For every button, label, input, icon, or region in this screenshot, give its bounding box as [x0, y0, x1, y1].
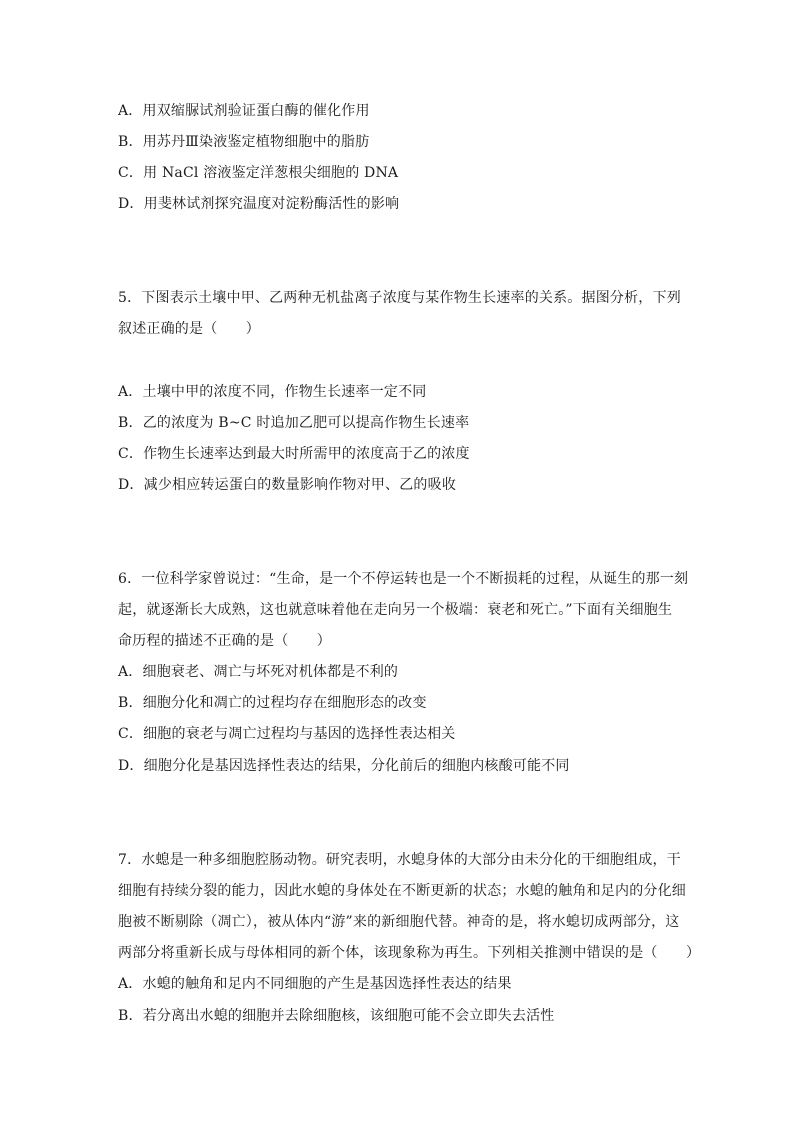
q6-option-a: A．细胞衰老、凋亡与坏死对机体都是不利的: [118, 664, 399, 680]
q5-stem-line: 5．下图表示土壤中甲、乙两种无机盐离子浓度与某作物生长速率的关系。据图分析，下列: [118, 290, 681, 306]
q7-stem-line: 胞被不断剔除（凋亡），被从体内“游”来的新细胞代替。神奇的是，将水螅切成两部分，这: [118, 914, 680, 930]
q6-option-d: D．细胞分化是基因选择性表达的结果，分化前后的细胞内核酸可能不同: [118, 758, 570, 774]
q7-stem-line: 7．水螅是一种多细胞腔肠动物。研究表明，水螅身体的大部分由未分化的干细胞组成，干: [118, 852, 681, 868]
q5-option-b: B．乙的浓度为 B~C 时追加乙肥可以提高作物生长速率: [118, 415, 470, 431]
q4-option-a: A．用双缩脲试剂验证蛋白酶的催化作用: [118, 103, 370, 119]
q5-stem-line: 叙述正确的是（ ）: [118, 321, 260, 337]
q6-stem-line: 起，就逐渐长大成熟，这也就意味着他在走向另一个极端：衰老和死亡。”下面有关细胞生: [118, 602, 673, 618]
q5-option-a: A．土壤中甲的浓度不同，作物生长速率一定不同: [118, 384, 427, 400]
q7-option-a: A．水螅的触角和足内不同细胞的产生是基因选择性表达的结果: [118, 976, 512, 992]
q7-option-b: B．若分离出水螅的细胞并去除细胞核，该细胞可能不会立即失去活性: [118, 1008, 555, 1024]
q6-option-b: B．细胞分化和凋亡的过程均存在细胞形态的改变: [118, 695, 427, 711]
q7-stem-line: 细胞有持续分裂的能力，因此水螅的身体处在不断更新的状态；水螅的触角和足内的分化细: [118, 883, 686, 899]
q4-option-d: D．用斐林试剂探究温度对淀粉酶活性的影响: [118, 196, 400, 212]
q6-option-c: C．细胞的衰老与凋亡过程均与基因的选择性表达相关: [118, 726, 456, 742]
q4-option-c: C．用 NaCl 溶液鉴定洋葱根尖细胞的 DNA: [118, 165, 399, 181]
q7-stem-line: 两部分将重新长成与母体相同的新个体，该现象称为再生。下列相关推测中错误的是（ ）: [118, 945, 701, 961]
q5-option-c: C．作物生长速率达到最大时所需甲的浓度高于乙的浓度: [118, 446, 470, 462]
q5-option-d: D．减少相应转运蛋白的数量影响作物对甲、乙的吸收: [118, 477, 457, 493]
q6-stem-line: 命历程的描述不正确的是（ ）: [118, 633, 331, 649]
q4-option-b: B．用苏丹Ⅲ染液鉴定植物细胞中的脂肪: [118, 134, 370, 150]
q6-stem-line: 6．一位科学家曾说过：“生命，是一个不停运转也是一个不断损耗的过程，从诞生的那一刻: [118, 571, 689, 587]
